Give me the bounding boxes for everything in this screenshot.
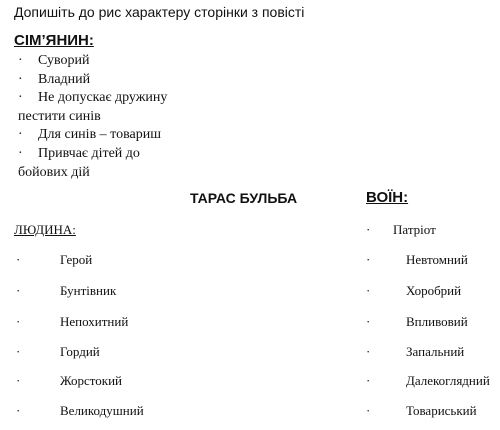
family-trait-continuation: бойових дій <box>18 164 90 180</box>
human-trait <box>16 373 122 389</box>
family-trait <box>18 71 167 90</box>
warrior-section-title: ВОЇН: <box>366 189 409 206</box>
bullet-icon: · <box>16 403 21 418</box>
warrior-trait <box>366 283 461 299</box>
bullet-icon: · <box>366 283 371 298</box>
warrior-trait-text: Впливовий <box>406 314 468 329</box>
family-section-title: СІМ’ЯНИН: <box>14 32 94 49</box>
warrior-trait-text: Далекоглядний <box>406 373 490 388</box>
human-trait-text: Непохитний <box>60 314 129 329</box>
bullet-icon: · <box>18 127 23 143</box>
bullet-icon: · <box>366 403 371 418</box>
warrior-trait <box>366 403 477 419</box>
human-trait-text: Великодушний <box>60 403 144 418</box>
warrior-trait <box>366 344 464 360</box>
bullet-icon: · <box>18 71 23 87</box>
family-trait-text: Не допускає дружину <box>38 90 168 106</box>
warrior-trait <box>366 373 490 389</box>
human-trait <box>16 283 116 299</box>
family-trait <box>18 145 167 164</box>
family-traits-list <box>18 52 167 182</box>
family-trait-text: Привчає дітей до <box>38 145 140 161</box>
bullet-icon: · <box>16 252 21 267</box>
human-trait <box>16 403 144 419</box>
family-trait <box>18 89 167 108</box>
bullet-icon: · <box>366 252 371 267</box>
human-trait-text: Жорстокий <box>60 373 122 388</box>
bullet-icon: · <box>18 53 23 68</box>
family-trait-continuation: пестити синів <box>18 108 101 124</box>
bullet-icon: · <box>16 373 21 388</box>
bullet-icon: · <box>16 344 21 359</box>
center-title: ТАРАС БУЛЬБА <box>190 190 298 206</box>
human-section-title: ЛЮДИНА: <box>14 222 76 237</box>
warrior-trait-text: Невтомний <box>406 252 468 267</box>
warrior-trait-text: Хоробрий <box>406 283 462 298</box>
warrior-trait-text: Запальний <box>406 344 465 359</box>
bullet-icon: · <box>16 283 21 298</box>
family-trait-text: Для синів – товариш <box>38 127 162 143</box>
bullet-icon: · <box>366 344 371 359</box>
bullet-icon: · <box>16 314 21 329</box>
family-trait <box>18 126 167 145</box>
bullet-icon: · <box>366 373 371 388</box>
warrior-trait <box>366 252 468 268</box>
warrior-trait-text: Патріот <box>393 222 436 237</box>
human-trait <box>16 314 128 330</box>
bullet-icon: · <box>18 90 23 106</box>
human-trait-text: Гордий <box>60 344 100 359</box>
bullet-icon: · <box>366 222 371 237</box>
human-trait <box>16 344 100 360</box>
bullet-icon: · <box>366 314 371 329</box>
human-trait-text: Герой <box>60 252 93 267</box>
warrior-trait <box>366 222 436 238</box>
instruction-text: Допишіть до рис характеру сторінки з повісті <box>14 4 305 20</box>
family-trait <box>18 52 167 71</box>
human-trait-text: Бунтівник <box>60 283 117 298</box>
family-trait-text: Суворий <box>38 53 90 68</box>
bullet-icon: · <box>18 145 23 161</box>
family-trait-text: Владний <box>38 71 91 87</box>
human-trait <box>16 252 92 268</box>
warrior-trait-text: Товариський <box>406 403 477 418</box>
warrior-trait <box>366 314 468 330</box>
